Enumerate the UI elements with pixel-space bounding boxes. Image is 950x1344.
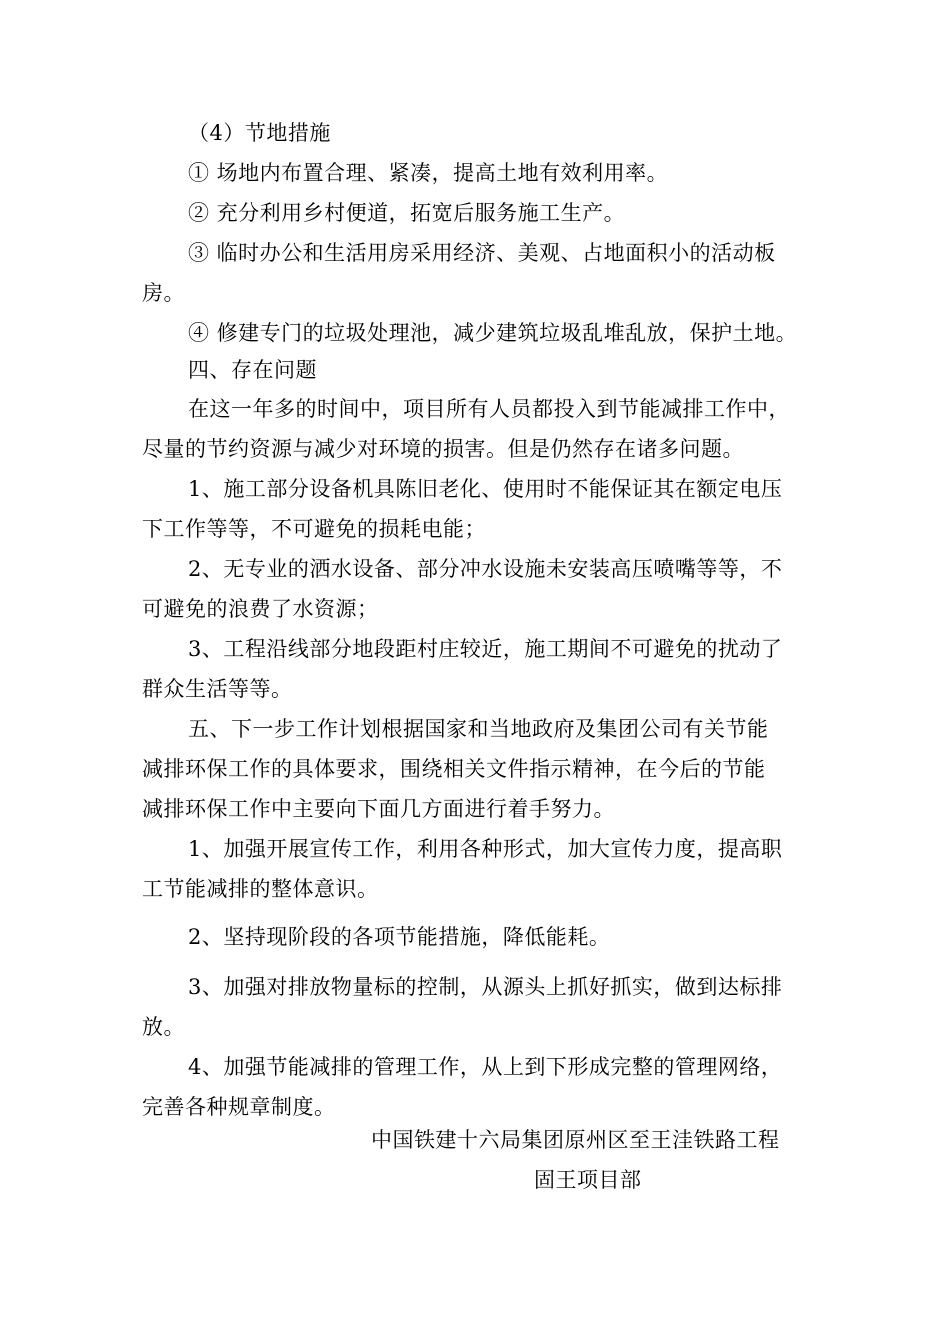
list-item: 2、无专业的洒水设备、部分冲水设施未安装高压喷嘴等等，不 [188, 557, 783, 581]
list-item-continuation: 放。 [142, 1015, 185, 1039]
paragraph-line: 尽量的节约资源与减少对环境的损害。但是仍然存在诸多问题。 [142, 437, 744, 461]
list-item: ② 充分利用乡村便道，拓宽后服务施工生产。 [188, 201, 626, 225]
list-item-continuation: 完善各种规章制度。 [142, 1095, 336, 1119]
list-item: ③ 临时办公和生活用房采用经济、美观、占地面积小的活动板 [188, 241, 776, 265]
signature-department: 固王项目部 [534, 1168, 642, 1192]
list-item: 1、加强开展宣传工作，利用各种形式，加大宣传力度，提高职 [188, 837, 783, 861]
list-item: 4、加强节能减排的管理工作，从上到下形成完整的管理网络， [188, 1055, 783, 1079]
paragraph-line: 在这一年多的时间中，项目所有人员都投入到节能减排工作中， [188, 397, 790, 421]
list-item: ④ 修建专门的垃圾处理池，减少建筑垃圾乱堆乱放，保护土地。 [188, 321, 798, 345]
signature-organization: 中国铁建十六局集团原州区至王洼铁路工程 [371, 1128, 780, 1152]
list-item-continuation: 下工作等等，不可避免的损耗电能； [142, 517, 486, 541]
section-heading: （4）节地措施 [188, 121, 331, 145]
list-item-continuation: 工节能减排的整体意识。 [142, 877, 379, 901]
list-item: 2、坚持现阶段的各项节能措施，降低能耗。 [188, 925, 611, 949]
list-item-continuation: 可避免的浪费了水资源； [142, 597, 379, 621]
list-item: 3、工程沿线部分地段距村庄较近，施工期间不可避免的扰动了 [188, 637, 783, 661]
section-heading: 四、存在问题 [188, 358, 317, 382]
paragraph-line: 减排环保工作的具体要求，围绕相关文件指示精神，在今后的节能 [142, 757, 766, 781]
list-item: 1、施工部分设备机具陈旧老化、使用时不能保证其在额定电压 [188, 477, 783, 501]
list-item-continuation: 房。 [142, 281, 185, 305]
list-item: ① 场地内布置合理、紧凑，提高土地有效利用率。 [188, 161, 669, 185]
list-item-continuation: 群众生活等等。 [142, 677, 293, 701]
section-heading: 五、下一步工作计划根据国家和当地政府及集团公司有关节能 [188, 717, 769, 741]
paragraph-line: 减排环保工作中主要向下面几方面进行着手努力。 [142, 797, 615, 821]
list-item: 3、加强对排放物量标的控制，从源头上抓好抓实，做到达标排 [188, 975, 783, 999]
